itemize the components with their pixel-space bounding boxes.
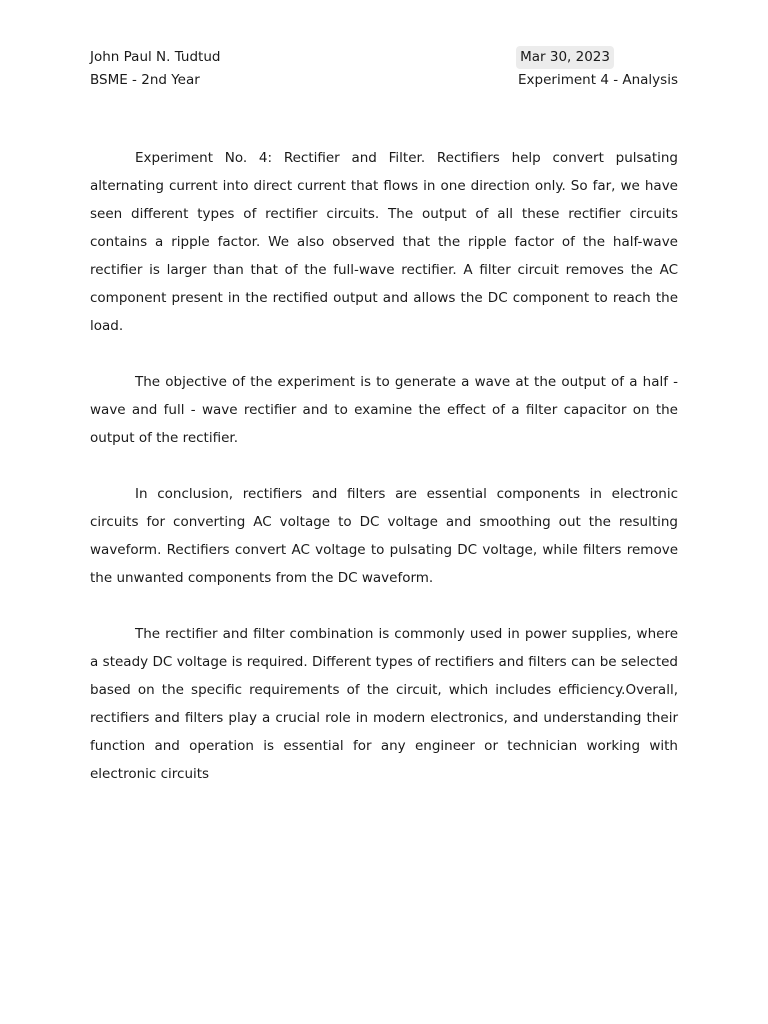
header-row-1 (90, 46, 678, 69)
paragraph-objective: The objective of the experiment is to generate a wave at the output of a half - wave and full - wave rectifier and to examine the effect of a filter capacitor on the output of the rectifier. (90, 374, 678, 446)
document-body (90, 144, 678, 816)
document-header (90, 46, 678, 92)
document-label: Experiment 4 - Analysis (518, 72, 678, 88)
course-label: BSME - 2nd Year (90, 72, 200, 88)
date-chip[interactable]: Mar 30, 2023 (516, 46, 614, 69)
paragraph-intro: Experiment No. 4: Rectifier and Filter. Rectifiers help convert pulsating alternating current into direct current that flows in one direction only. So far, we have seen different types of rectifier circuits. The output of all these rectifier circuits contains a ripple factor. We also observed that the ripple factor of the half-wave rectifier is larger than that of the full-wave rectifier. A filter circuit removes the AC component present in the rectified output and allows the DC component to reach the load. (90, 150, 678, 334)
paragraph-conclusion: In conclusion, rectifiers and filters are essential components in electronic circuits for converting AC voltage to DC voltage and smoothing out the resulting waveform. Rectifiers convert AC voltage to pulsating DC voltage, while filters remove the unwanted components from the DC waveform. (90, 486, 678, 586)
author-name: John Paul N. Tudtud (90, 49, 221, 65)
header-row-2 (90, 69, 678, 92)
paragraph-application: The rectifier and filter combination is commonly used in power supplies, where a steady DC voltage is required. Different types of rectifiers and filters can be selected based on the specific requirements of the circuit, which includes efficiency.Overall, rectifiers and filters play a crucial role in modern electronics, and understanding their function and operation is essential for any engineer or technician working with electronic circuits (90, 626, 678, 782)
